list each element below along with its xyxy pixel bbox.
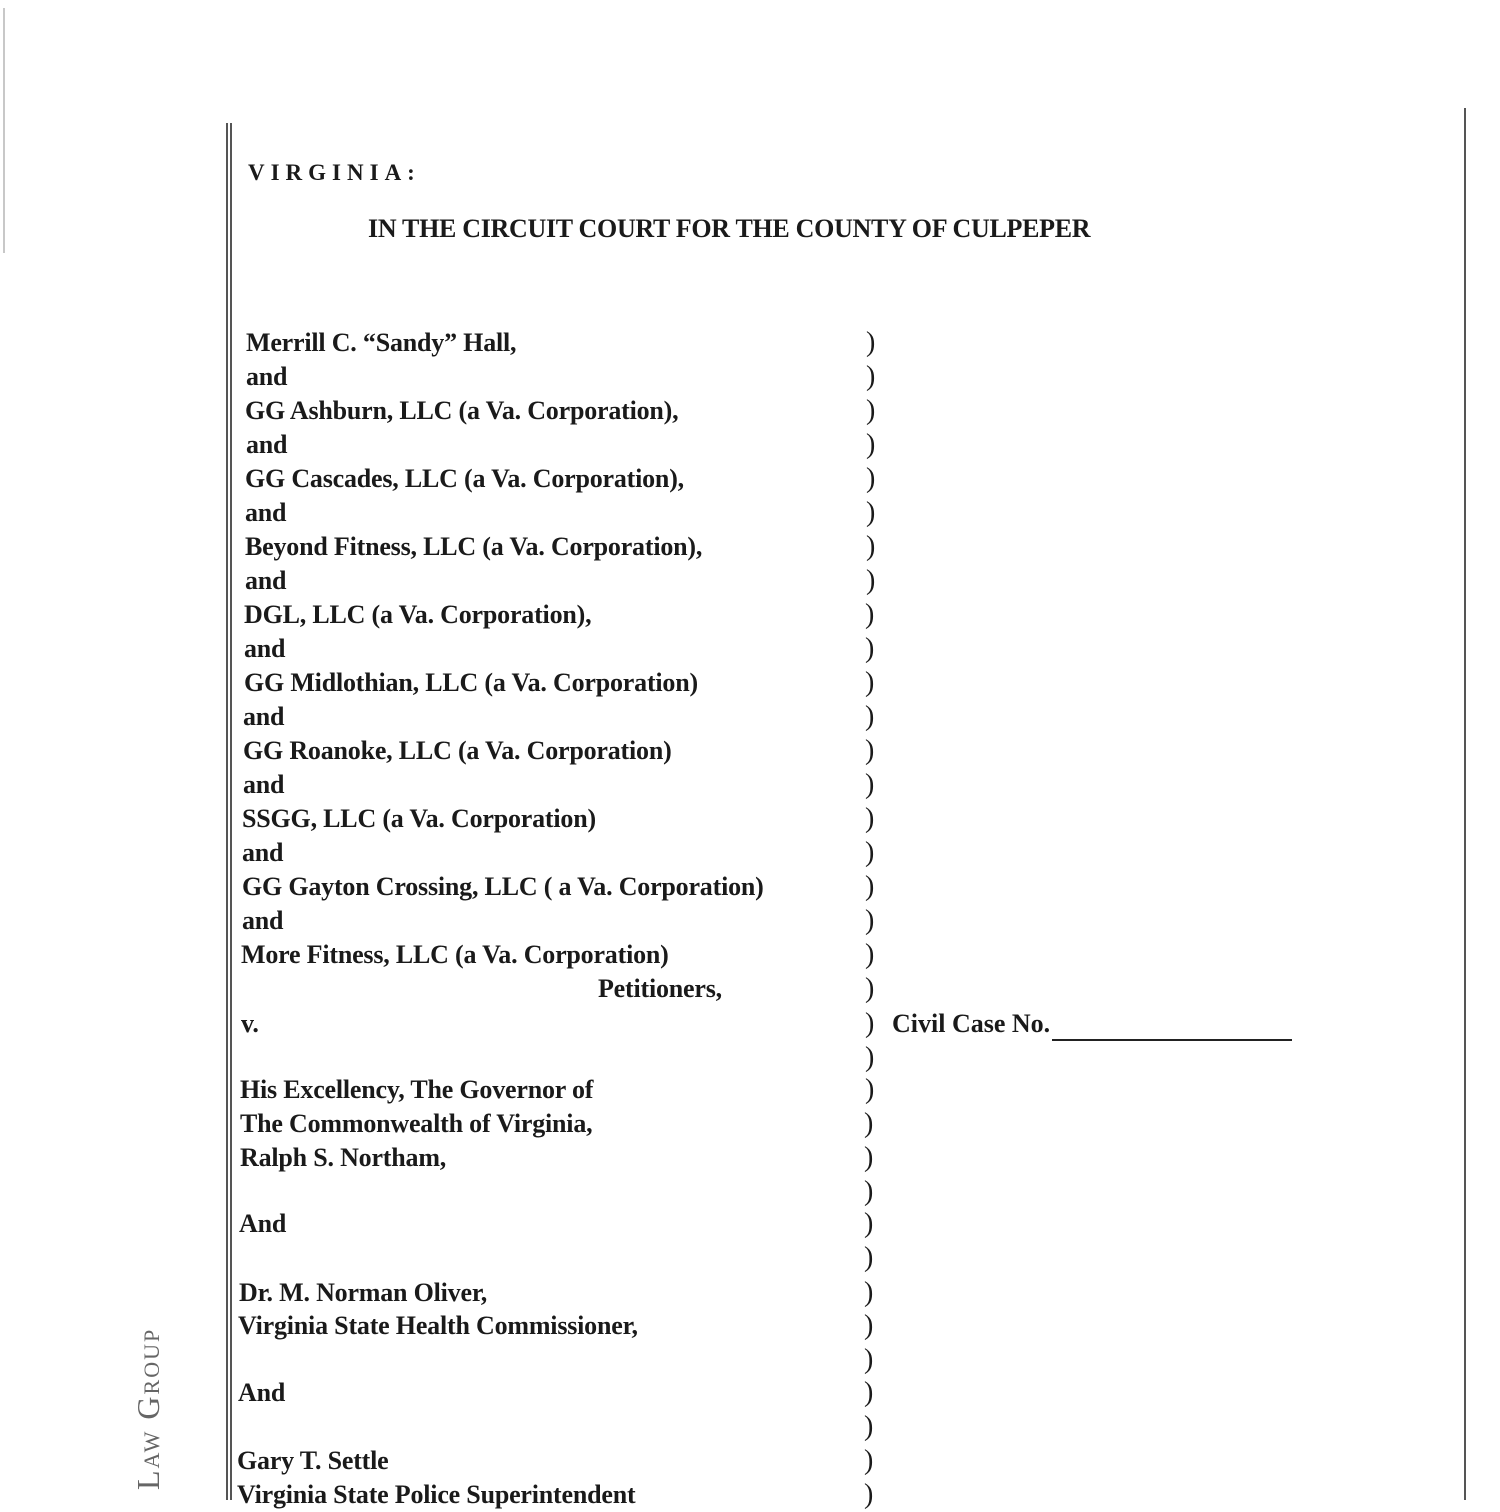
caption-bracket: ) xyxy=(864,1377,874,1408)
caption-party-line: Merrill C. “Sandy” Hall, xyxy=(246,328,517,357)
caption-party-line: GG Roanoke, LLC (a Va. Corporation) xyxy=(243,736,672,765)
case-number-field xyxy=(892,1007,1292,1041)
caption-bracket: ) xyxy=(864,1108,874,1139)
caption-bracket: ) xyxy=(865,871,875,902)
caption-party-line: Virginia State Police Superintendent xyxy=(237,1480,636,1509)
caption-bracket: ) xyxy=(865,973,875,1004)
caption-bracket: ) xyxy=(864,1310,874,1341)
caption-bracket: ) xyxy=(864,1208,874,1239)
caption-bracket: ) xyxy=(866,565,876,596)
caption-party-line: His Excellency, The Governor of xyxy=(240,1075,594,1104)
left-margin-double-rule xyxy=(226,123,232,1500)
firm-mark-vertical: Law Group xyxy=(130,1327,166,1490)
caption-party-line: And xyxy=(238,1378,286,1407)
caption-bracket: ) xyxy=(866,497,876,528)
caption-party-line: and xyxy=(242,906,284,935)
caption-bracket: ) xyxy=(865,803,875,834)
caption-bracket: ) xyxy=(864,1445,874,1476)
caption-bracket: ) xyxy=(866,429,876,460)
caption-bracket: ) xyxy=(865,1008,875,1039)
caption-bracket: ) xyxy=(865,939,875,970)
caption-party-line: and xyxy=(243,770,285,799)
caption-bracket: ) xyxy=(864,1176,874,1207)
caption-bracket: ) xyxy=(866,463,876,494)
caption-bracket: ) xyxy=(864,1479,874,1510)
right-margin-rule xyxy=(1464,108,1466,1500)
caption-bracket: ) xyxy=(864,1411,874,1442)
caption-bracket: ) xyxy=(866,361,876,392)
caption-bracket: ) xyxy=(865,667,875,698)
caption-bracket: ) xyxy=(865,1074,875,1105)
caption-party-line: And xyxy=(239,1209,287,1238)
caption-bracket: ) xyxy=(865,837,875,868)
page-edge-line xyxy=(3,8,5,253)
caption-party-line: and xyxy=(245,498,287,527)
caption-party-line: and xyxy=(246,430,288,459)
caption-bracket: ) xyxy=(865,599,875,630)
caption-bracket: ) xyxy=(865,701,875,732)
caption-party-line: Ralph S. Northam, xyxy=(240,1143,447,1172)
caption-party-line: and xyxy=(243,702,285,731)
caption-bracket: ) xyxy=(864,1142,874,1173)
caption-bracket: ) xyxy=(866,395,876,426)
caption-party-line: The Commonwealth of Virginia, xyxy=(240,1109,593,1138)
caption-party-line: Virginia State Health Commissioner, xyxy=(238,1311,638,1340)
jurisdiction-heading: VIRGINIA: xyxy=(248,160,421,185)
caption-bracket: ) xyxy=(864,1242,874,1273)
caption-party-line: Petitioners, xyxy=(598,974,722,1003)
caption-party-line: and xyxy=(245,566,287,595)
court-title: IN THE CIRCUIT COURT FOR THE COUNTY OF CULPEPER xyxy=(368,214,1091,243)
caption-bracket: ) xyxy=(865,769,875,800)
caption-bracket: ) xyxy=(865,633,875,664)
caption-party-line: Dr. M. Norman Oliver, xyxy=(239,1278,488,1307)
caption-bracket: ) xyxy=(865,1042,875,1073)
caption-party-line: GG Ashburn, LLC (a Va. Corporation), xyxy=(245,396,679,425)
case-number-blank xyxy=(1052,1013,1292,1041)
caption-party-line: More Fitness, LLC (a Va. Corporation) xyxy=(241,940,669,969)
caption-party-line: Gary T. Settle xyxy=(237,1446,389,1475)
caption-party-line: SSGG, LLC (a Va. Corporation) xyxy=(242,804,596,833)
caption-bracket: ) xyxy=(865,905,875,936)
caption-party-line: and xyxy=(246,362,288,391)
caption-bracket: ) xyxy=(866,327,876,358)
caption-party-line: GG Cascades, LLC (a Va. Corporation), xyxy=(245,464,684,493)
caption-bracket: ) xyxy=(864,1277,874,1308)
case-number-label: Civil Case No. xyxy=(892,1009,1051,1038)
caption-bracket: ) xyxy=(864,1344,874,1375)
caption-party-line: DGL, LLC (a Va. Corporation), xyxy=(244,600,592,629)
caption-party-line: GG Midlothian, LLC (a Va. Corporation) xyxy=(244,668,698,697)
caption-party-line: and xyxy=(244,634,286,663)
caption-bracket: ) xyxy=(865,735,875,766)
caption-party-line: and xyxy=(242,838,284,867)
caption-party-line: GG Gayton Crossing, LLC ( a Va. Corporation) xyxy=(242,872,764,901)
caption-party-line: v. xyxy=(241,1009,259,1038)
caption-party-line: Beyond Fitness, LLC (a Va. Corporation), xyxy=(245,532,703,561)
caption-bracket: ) xyxy=(866,531,876,562)
